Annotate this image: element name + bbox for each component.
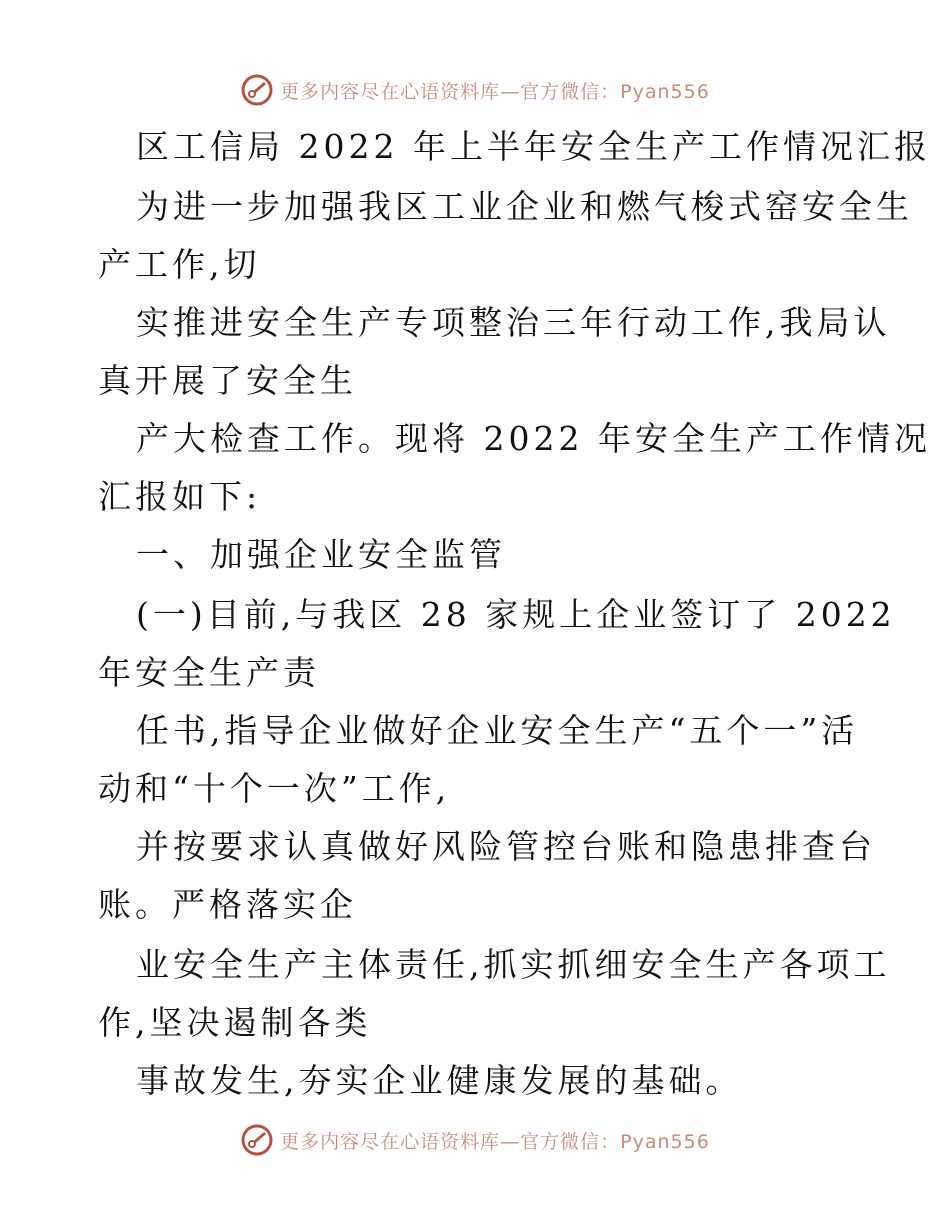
paragraph-line: 任书,指导企业做好企业安全生产“五个一”活 bbox=[136, 711, 859, 750]
footer-watermark bbox=[0, 1120, 950, 1160]
paragraph-line: 产大检查工作。现将 2022 年安全生产工作情况 bbox=[136, 419, 931, 458]
paragraph-line: 实推进安全生产专项整治三年行动工作,我局认 bbox=[136, 303, 891, 342]
paragraph-line: (一)目前,与我区 28 家规上企业签订了 2022 bbox=[136, 595, 896, 634]
paragraph-line: 真开展了安全生 bbox=[98, 361, 357, 400]
paragraph-line: 年安全生产责 bbox=[98, 653, 320, 692]
paragraph-line: 汇报如下: bbox=[98, 477, 262, 516]
section-heading: 一、加强企业安全监管 bbox=[136, 535, 506, 574]
paragraph-line: 为进一步加强我区工业企业和燃气梭式窑安全生 bbox=[136, 187, 913, 226]
paragraph-line: 业安全生产主体责任,抓实抓细安全生产各项工 bbox=[136, 945, 891, 984]
paragraph-line: 账。严格落实企 bbox=[98, 885, 357, 924]
paragraph-line: 产工作,切 bbox=[98, 245, 261, 284]
logo-icon bbox=[240, 73, 274, 107]
paragraph-line: 动和“十个一次”工作, bbox=[98, 769, 451, 808]
header-watermark bbox=[0, 70, 950, 110]
paragraph-line: 作,坚决遏制各类 bbox=[98, 1003, 372, 1042]
logo-icon bbox=[240, 1123, 274, 1157]
paragraph-line: 并按要求认真做好风险管控台账和隐患排查台 bbox=[136, 827, 876, 866]
watermark-text: 更多内容尽在心语资料库—官方微信：Pyan556 bbox=[280, 1130, 710, 1153]
paragraph-line: 事故发生,夯实企业健康发展的基础。 bbox=[136, 1061, 743, 1100]
watermark-text: 更多内容尽在心语资料库—官方微信：Pyan556 bbox=[280, 80, 710, 103]
document-title: 区工信局 2022 年上半年安全生产工作情况汇报 bbox=[136, 127, 931, 166]
